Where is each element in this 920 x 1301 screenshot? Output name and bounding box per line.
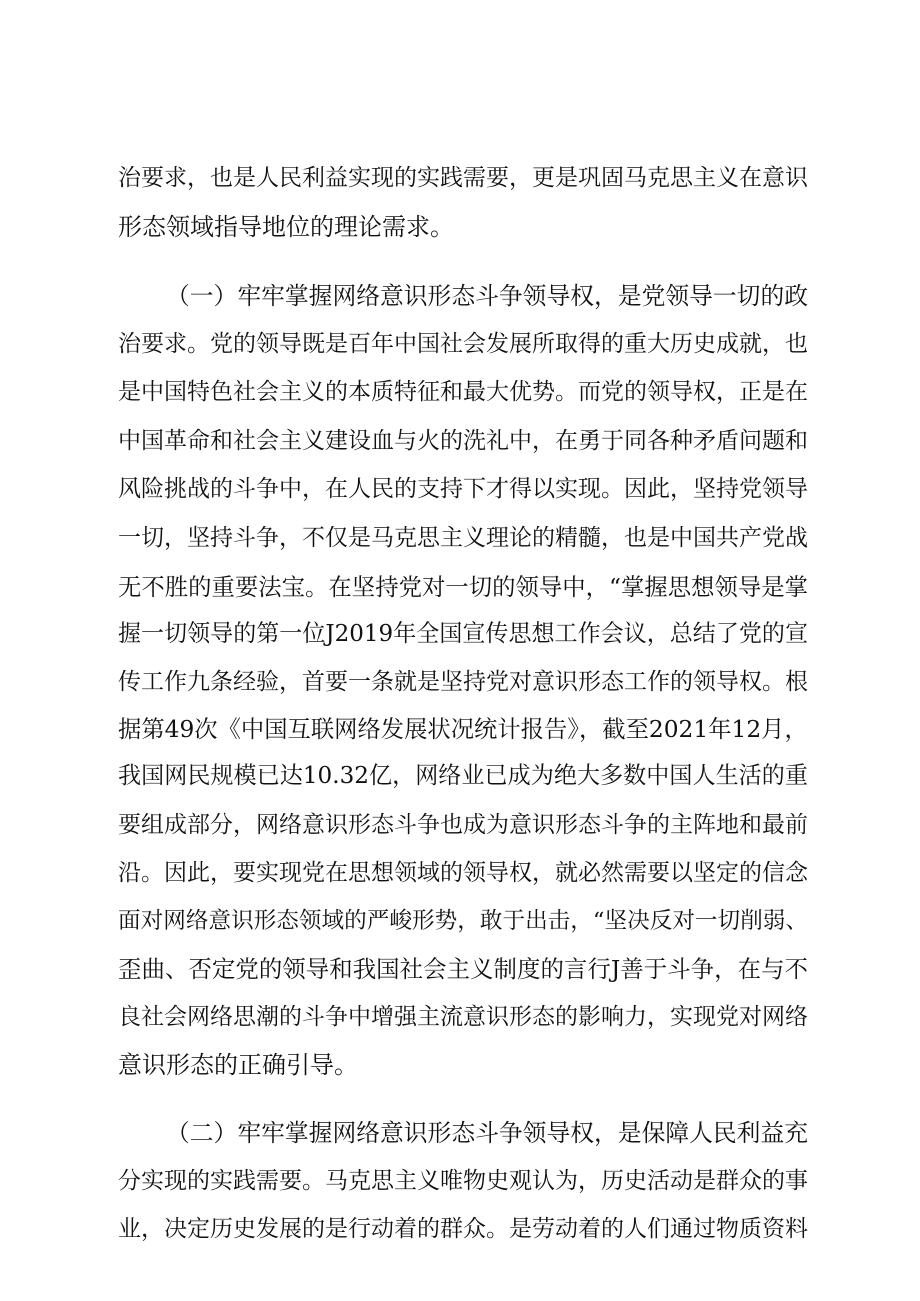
- text-line-6: 中国革命和社会主义建设血与火的洗礼中，在勇于同各种矛盾问题和: [118, 428, 808, 454]
- text-line-17: 歪曲、否定党的领导和我国社会主义制度的言行J善于斗争，在与不: [118, 955, 808, 983]
- text-line-21: 分实现的实践需要。马克思主义唯物史观认为，历史活动是群众的事: [118, 1168, 808, 1194]
- text-line-19: 意识形态的正确引导。: [118, 1051, 358, 1079]
- text-line-14: 要组成部分，网络意识形态斗争也成为意识形态斗争的主阵地和最前: [118, 812, 808, 838]
- text-line-5: 是中国特色社会主义的本质特征和最大优势。而党的领导权，正是在: [118, 379, 808, 405]
- text-line-4: 治要求。党的领导既是百年中国社会发展所取得的重大历史成就，也: [118, 331, 808, 357]
- text-line-3: （一）牢牢掌握网络意识形态斗争领导权，是党领导一切的政: [166, 282, 808, 310]
- text-line-1: 治要求，也是人民利益实现的实践需要，更是巩固马克思主义在意识: [118, 165, 808, 191]
- text-line-9: 无不胜的重要法宝。在坚持党对一切的领导中，“掌握思想领导是掌: [118, 573, 808, 601]
- text-line-2: 形态领域指导地位的理论需求。: [118, 213, 454, 241]
- text-line-13: 我国网民规模已达10.32亿，网络业已成为绝大多数中国人生活的重: [118, 763, 808, 789]
- text-line-10: 握一切领导的第一位J2019年全国宣传思想工作会议，总结了党的宣: [118, 621, 808, 647]
- text-line-11: 传工作九条经验，首要一条就是坚持党对意识形态工作的领导权。根: [118, 669, 808, 695]
- text-line-20: （二）牢牢掌握网络意识形态斗争领导权，是保障人民利益充: [166, 1119, 808, 1147]
- text-line-8: 一切，坚持斗争，不仅是马克思主义理论的精髓，也是中国共产党战: [118, 525, 808, 551]
- text-line-18: 良社会网络思潮的斗争中增强主流意识形态的影响力，实现党对网络: [118, 1004, 808, 1030]
- text-line-22: 业，决定历史发展的是行动着的群众。是劳动着的人们通过物质资料: [118, 1216, 808, 1242]
- text-line-16: 面对网络意识形态领域的严峻形势，敢于出击，“坚决反对一切削弱、: [118, 908, 808, 934]
- text-line-7: 风险挑战的斗争中，在人民的支持下才得以实现。因此，坚持党领导: [118, 476, 808, 502]
- text-line-12: 据第49次《中国互联网络发展状况统计报告》，截至2021年12月，: [118, 716, 808, 743]
- text-line-15: 沿。因此，要实现党在思想领域的领导权，就必然需要以坚定的信念: [118, 860, 808, 886]
